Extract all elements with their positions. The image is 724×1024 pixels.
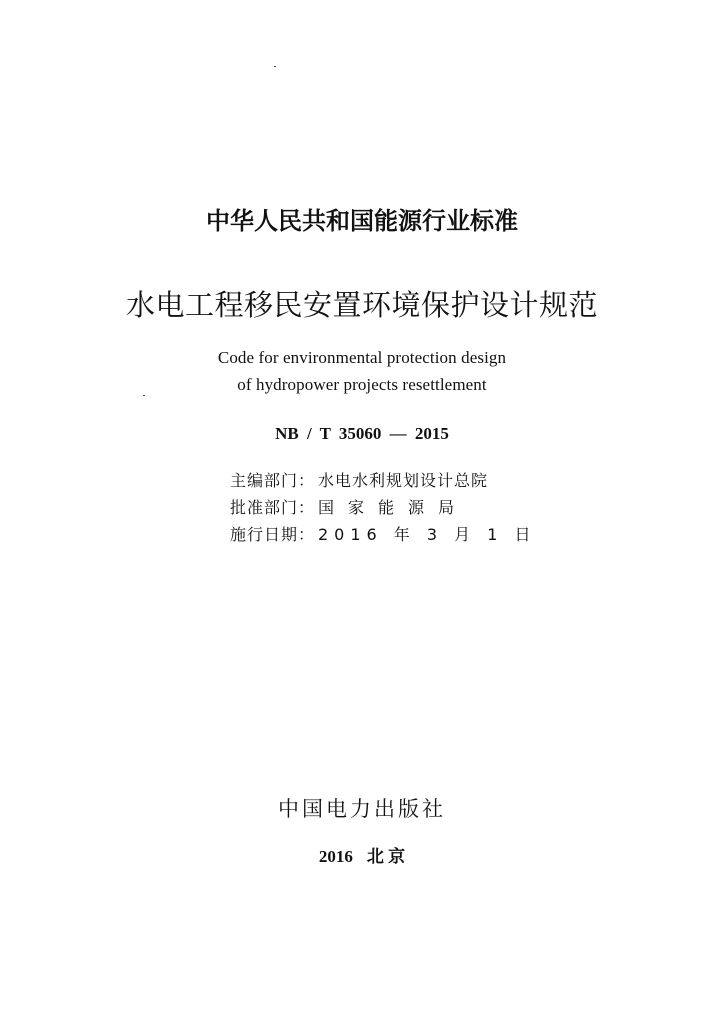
info-row-effective-date bbox=[230, 521, 537, 548]
approver-label: 批准部门： bbox=[230, 498, 316, 517]
industry-standard-heading: 中华人民共和国能源行业标准 bbox=[206, 207, 518, 235]
scan-speck bbox=[274, 66, 276, 67]
document-title-english-line2: of hydropower projects resettlement bbox=[237, 375, 487, 394]
publication-place-year bbox=[0, 844, 724, 870]
approver-value: 国家能源局 bbox=[318, 498, 469, 517]
publisher-name: 中国电力出版社 bbox=[278, 797, 446, 821]
effective-date-value: 2016 年 3 月 1 日 bbox=[318, 525, 537, 544]
editor-label: 主编部门： bbox=[230, 471, 316, 490]
standard-code: NB / T 35060 — 2015 bbox=[275, 424, 449, 443]
document-title-english-line1: Code for environmental protection design bbox=[217, 348, 507, 367]
publication-city: 北 京 bbox=[366, 847, 406, 866]
editor-value: 水电水利规划设计总院 bbox=[318, 471, 489, 490]
document-title-chinese: 水电工程移民安置环境保护设计规范 bbox=[125, 288, 598, 322]
info-row-approver bbox=[230, 494, 537, 521]
effective-date-label: 施行日期： bbox=[230, 525, 316, 544]
info-row-editor bbox=[230, 467, 537, 494]
info-block bbox=[230, 467, 537, 548]
publication-year: 2016 bbox=[318, 847, 353, 866]
